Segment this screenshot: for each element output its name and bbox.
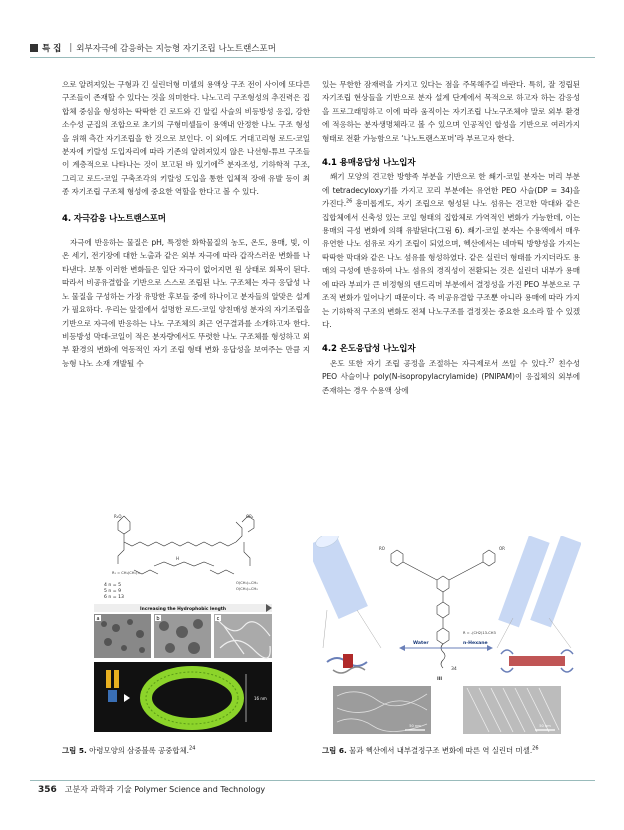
subsection-heading: 4.2 온도응답성 나노입자 [322, 344, 416, 355]
right-column [322, 78, 580, 397]
svg-text:5 n = 9: 5 n = 9 [104, 589, 121, 594]
water-assembly-detail [327, 654, 367, 673]
svg-text:6 n = 13: 6 n = 13 [104, 595, 124, 600]
figure-5 [94, 508, 272, 733]
paragraph: 쐐기 모양의 견고한 방향족 부분을 기반으로 한 쐐기-코일 분자는 머리 부분에 tetradecyloxy기를 가지고 꼬리 부분에는 유연한 PEO 사슬(DP = 34)을 가진다.$^{26}$ 흥미롭게도, 자기 조립으로 형성된 나노 섬유는 견고한 막대와 같은 집합체에서 신축성 있는 코일 형태의 집합체로 가역적인 변화가 가능한데, 이는 용매의 극성 변화에 의해 유발된다(그림 6). 쐐기-코일 분자는 수용액에서 매우 유연한 나노 섬유로 자기 조립이 되었으며, 헥산에서는 네마틱 방향성을 가지는 딱딱한 막대와 같은 나노 섬유를 형성하였다. 같은 실린더 형태를 가지더라도 용매의 극성에 반응하여 나노 섬유의 경직성이 전환되는 것은 실린더 내부가 용매에 따라 부피가 큰 비정형의 덴드리머 부분에서 결정성을 가진 PEO 부분으로 구조적 변화가 일어나기 때문이다. 즉 비공유결합 구조뿐 아니라 용매에 따라 가지는 기하학적 구조의 변화도 전체 나노구조를 결정짓는 중요한 요소라 할 수 있겠다. [322, 172, 580, 329]
subsection-heading: 4.1 용매응답성 나노입자 [322, 158, 416, 169]
svg-text:OR₁: OR₁ [246, 514, 254, 519]
svg-text:a: a [96, 616, 100, 622]
footer-divider [30, 780, 595, 781]
tem-panels [94, 614, 272, 658]
svg-text:Water: Water [413, 641, 429, 646]
svg-text:OR: OR [499, 546, 505, 551]
svg-text:50 nm: 50 nm [409, 724, 421, 728]
svg-text:R₁O: R₁O [114, 514, 122, 519]
svg-text:n-Hexane: n-Hexane [463, 641, 488, 646]
svg-text:34: 34 [451, 667, 457, 672]
svg-text:16 nm: 16 nm [254, 696, 267, 701]
svg-text:50 nm: 50 nm [539, 724, 551, 728]
journal-name: 고분자 과학과 기술 Polymer Science and Technology [64, 785, 266, 794]
svg-text:b: b [156, 616, 160, 622]
chemical-structure [118, 516, 254, 574]
paragraph: 있는 무한한 잠재력을 가지고 있다는 점을 주목해주길 바란다. 특히, 잘 정립된 자기조립 현상들을 기반으로 분자 설계 단계에서 목적으로 하고자 하는 감응성을 프로그래밍하고 이에 따라 움직이는 자기조립 나노구조체야 말로 외부 환경에 적응하는 분자생명체라고 볼 수 있으며 인공적인 합성을 기반으로 여러가지 형태로 전환 가능함으로 ‘나노트랜스포머’라 부르고자 한다. [322, 80, 580, 143]
separator: | [69, 43, 73, 53]
paragraph: 으로 알려져있는 구형과 긴 실린더형 미셀의 용액상 구조 전이 사이에 또다른 구조들이 존재할 수 있다는 것을 의미한다. 나노고리 구조형성의 추진력은 집합체 중심을 형성하는 딱딱한 긴 로드와 긴 알킬 사슬의 비등방성 응집, 강한 소수성 군집의 조합으로 초기의 구형미셀들이 용액내 안정한 나노 구조 형성을 위해 측간 자기조립을 한 것으로 보인다. 이 외에도 거대고리형 로드-코일 분자에 키랄성 도입자리에 따라 기존의 알려져있지 않은 나선형-튜브 구조들이 계층적으로 나타나는 것이 보고된 바 있기에$^{25}$ 분자조성, 기하학적 구조, 그리고 로드-코일 구축조각의 키랄성 도입을 통한 입체적 장애 유발 등이 최종 자기조립 구조체 형성에 중요한 역할을 한다고 볼 수 있다. [62, 80, 310, 197]
figure-5-caption: 그림 5. 아령모양의 삼중블록 공중합체.$^{24}$ [62, 745, 196, 755]
header-divider [30, 57, 595, 58]
svg-text:H: H [176, 556, 180, 561]
svg-text:III: III [437, 677, 443, 682]
hexane-assembly-detail [501, 650, 573, 672]
figure-6 [313, 536, 581, 736]
paragraph: 자극에 반응하는 물질은 pH, 특정한 화학물질의 농도, 온도, 용매, 빛, 이온 세기, 전기장에 대한 노출과 같은 외부 자극에 따라 갑작스러운 변화를 나타낸다. 보통 이러한 변화들은 일단 자극이 없어지면 원 상태로 회복이 된다. 따라서 비공유결합을 기반으로 스스로 조립된 나노 구조체는 자극 응답성 나노 물질을 구성하는 가장 유망한 후보들 중에 하나이고 분자들의 알맞은 설계가 필요하다. 우리는 앞절에서 설명한 로드-코일 양친매성 분자의 자기조립을 기반으로 자극에 반응하는 나노 구조체의 최근 연구결과를 소개하고자 한다. 비등방성 막대-코일이 적은 분자량에서도 뚜렷한 나노 구조체를 형성하고 외부 환경의 변화에 역동적인 자기 조립 형태 변화 응답성을 보여주는 만큼 지능형 나노 소재 개발될 수 [62, 238, 310, 368]
paragraph: 온도 또한 자기 조립 공정을 조절하는 자극제로서 쓰일 수 있다.$^{27}$ 친수성 PEO 사슬이나 poly(N-isopropylacrylamide) (PNIPAM)이 응집체의 외부에 존재하는 경우 수용액 상에 [322, 358, 580, 395]
section-label: 특 집 [42, 44, 62, 54]
page-number: 356 [38, 784, 57, 795]
square-bullet-icon [30, 44, 38, 52]
svg-text:R₁ = CH₃(CH₂)₁₁: R₁ = CH₃(CH₂)₁₁ [112, 571, 141, 575]
header-title: 외부자극에 감응하는 지능형 자기조립 나노트랜스포머 [76, 44, 276, 54]
running-header [30, 40, 595, 56]
svg-text:RO: RO [379, 546, 385, 551]
arrow-label: Increasing the Hydrophobic length [139, 607, 227, 612]
section-heading: 4. 자극감응 나노트랜스포머 [62, 213, 166, 224]
svg-text:R = -(CH2)13-CH3: R = -(CH2)13-CH3 [463, 631, 496, 635]
footer [38, 784, 265, 795]
figure-6-caption: 그림 6. 물과 헥산에서 내부결정구조 변화에 따른 역 실린더 미셀.$^{26}$ [322, 745, 539, 755]
svg-text:O(CH₂)₃-CH₃: O(CH₂)₃-CH₃ [236, 587, 258, 591]
wedge-coil-structure [391, 550, 495, 668]
n-legend [104, 582, 124, 600]
svg-text:4 n = 5: 4 n = 5 [104, 583, 121, 588]
left-column [62, 78, 310, 370]
svg-text:c: c [216, 616, 220, 622]
svg-text:O(CH₂)₃-CH₃: O(CH₂)₃-CH₃ [236, 581, 258, 585]
